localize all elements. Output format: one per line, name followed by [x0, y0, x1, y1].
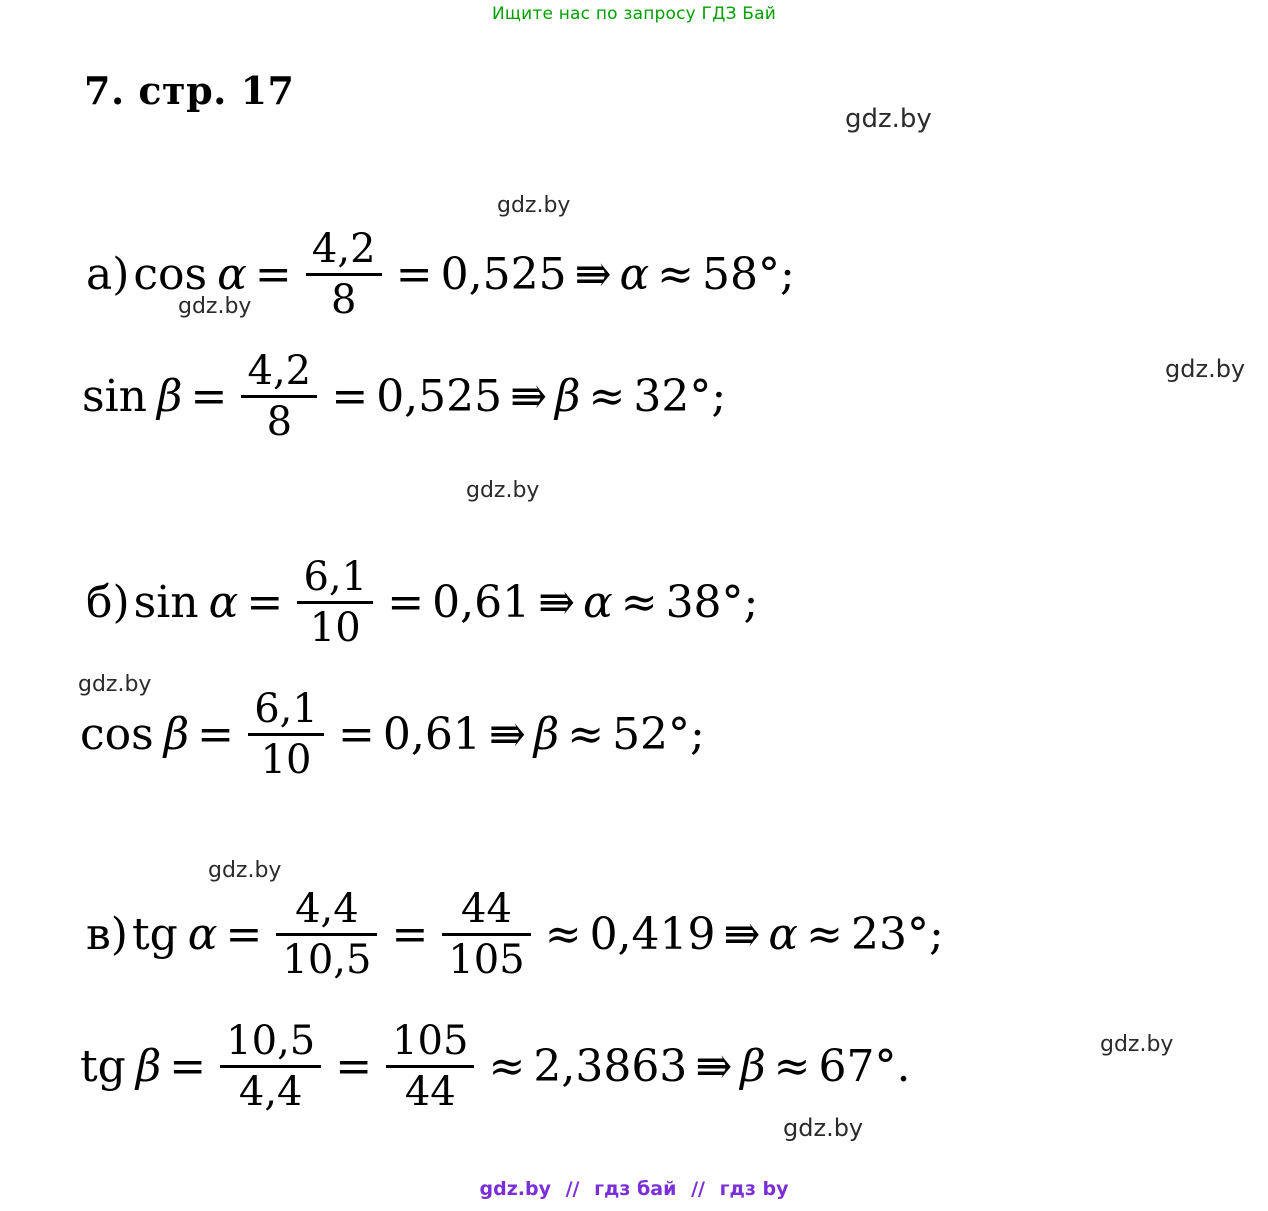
angle-variable: β	[157, 370, 183, 422]
equals-sign: =	[225, 908, 263, 960]
fraction-bar	[386, 1065, 474, 1068]
watermark: gdz.by	[845, 104, 932, 134]
angle-variable: β	[163, 708, 190, 760]
angle-variable: α	[582, 576, 613, 628]
approx-sign: ≈	[620, 576, 658, 628]
fraction	[306, 228, 382, 321]
angle-result: 58°;	[702, 248, 795, 300]
promo-banner: Ищите нас по запросу ГДЗ Бай	[492, 4, 776, 24]
approx-sign: ≈	[567, 708, 605, 760]
denominator: 8	[330, 277, 357, 323]
footer-link-gdzbay[interactable]: гдз бай	[594, 1178, 677, 1200]
solution-line-b1	[82, 556, 762, 649]
fraction-bar	[276, 933, 377, 936]
fraction	[276, 888, 377, 981]
watermark: gdz.by	[1100, 1032, 1174, 1057]
denominator: 10	[260, 737, 312, 783]
equals-sign: =	[387, 576, 425, 628]
fraction-bar	[297, 601, 373, 604]
fraction-bar	[248, 733, 324, 736]
angle-variable: α	[217, 248, 247, 300]
angle-variable: β	[533, 708, 560, 760]
numerator: 10,5	[226, 1018, 316, 1064]
implies-sign: ⇛	[510, 370, 548, 422]
angle-result: 32°;	[633, 370, 727, 422]
watermark: gdz.by	[208, 858, 282, 883]
equals-sign: =	[246, 576, 284, 628]
solution-line-a1	[82, 228, 799, 321]
solution-line-b2	[80, 688, 709, 781]
footer-separator: //	[565, 1178, 580, 1200]
function-name: cos	[80, 708, 154, 760]
page-title: 7. стр. 17	[84, 68, 295, 113]
numerator: 4,2	[311, 226, 376, 272]
fraction-bar	[442, 933, 530, 936]
fraction-simplified	[386, 1020, 474, 1113]
function-name: sin	[82, 370, 147, 422]
ratio-value: 0,525	[376, 370, 503, 422]
ratio-value: 2,3863	[533, 1040, 688, 1092]
approx-sign: ≈	[488, 1040, 526, 1092]
approx-sign: ≈	[773, 1040, 811, 1092]
ratio-value: 0,525	[440, 248, 567, 300]
watermark: gdz.by	[466, 478, 540, 503]
equals-sign: =	[331, 370, 369, 422]
equals-sign: =	[254, 248, 292, 300]
approx-sign: ≈	[588, 370, 626, 422]
fraction	[220, 1020, 321, 1113]
fraction	[241, 350, 317, 443]
footer-link-gdzby-alt[interactable]: гдз by	[719, 1178, 789, 1200]
implies-sign: ⇛	[488, 708, 526, 760]
implies-sign: ⇛	[723, 908, 761, 960]
denominator: 10,5	[282, 937, 372, 983]
numerator: 4,4	[295, 886, 359, 932]
equals-sign: =	[169, 1040, 207, 1092]
footer-link-gdzby[interactable]: gdz.by	[479, 1178, 551, 1200]
fraction-bar	[241, 395, 317, 398]
implies-sign: ⇛	[695, 1040, 733, 1092]
numerator: 105	[392, 1018, 469, 1064]
angle-variable: α	[768, 908, 799, 960]
fraction-bar	[220, 1065, 321, 1068]
fraction	[248, 688, 324, 781]
footer-separator: //	[691, 1178, 705, 1200]
angle-variable: α	[187, 908, 218, 960]
equals-sign: =	[190, 370, 228, 422]
equals-sign: =	[197, 708, 235, 760]
watermark: gdz.by	[78, 672, 152, 697]
numerator: 6,1	[254, 686, 318, 732]
implies-sign: ⇛	[538, 576, 575, 628]
solution-line-a2	[82, 350, 730, 443]
implies-sign: ⇛	[574, 248, 612, 300]
angle-result: 23°;	[851, 908, 944, 960]
function-name: cos	[133, 248, 208, 300]
angle-variable: β	[740, 1040, 766, 1092]
denominator: 4,4	[238, 1069, 303, 1115]
approx-sign: ≈	[544, 908, 582, 960]
angle-variable: α	[619, 248, 650, 300]
fraction-bar	[306, 273, 382, 276]
function-name: tg	[80, 1040, 126, 1092]
footer-links	[0, 1178, 1268, 1200]
equals-sign: =	[395, 248, 433, 300]
angle-variable: β	[555, 370, 581, 422]
item-label-b: б)	[86, 576, 130, 628]
angle-result: 67°.	[818, 1040, 911, 1092]
function-name: sin	[133, 576, 199, 628]
ratio-value: 0,61	[432, 576, 531, 628]
function-name: tg	[131, 908, 178, 960]
solution-line-c1	[82, 888, 948, 981]
denominator: 8	[266, 399, 293, 445]
numerator: 44	[461, 886, 512, 932]
approx-sign: ≈	[657, 248, 695, 300]
watermark: gdz.by	[178, 294, 252, 319]
solution-line-c2	[80, 1020, 914, 1113]
fraction	[297, 556, 373, 649]
item-label-a: а)	[86, 248, 130, 300]
angle-result: 38°;	[665, 576, 759, 628]
angle-variable: α	[208, 576, 239, 628]
angle-result: 52°;	[612, 708, 705, 760]
ratio-value: 0,61	[382, 708, 481, 760]
item-label-c: в)	[86, 908, 128, 960]
ratio-value: 0,419	[589, 908, 716, 960]
angle-variable: β	[135, 1040, 162, 1092]
watermark: gdz.by	[497, 193, 571, 218]
equals-sign: =	[391, 908, 429, 960]
denominator: 44	[404, 1069, 456, 1115]
denominator: 10	[309, 605, 361, 651]
fraction-simplified	[442, 888, 530, 981]
equals-sign: =	[335, 1040, 373, 1092]
watermark: gdz.by	[1165, 355, 1246, 383]
watermark: gdz.by	[783, 1114, 864, 1142]
denominator: 105	[448, 937, 525, 983]
equals-sign: =	[338, 708, 375, 760]
numerator: 4,2	[247, 348, 312, 394]
numerator: 6,1	[303, 554, 368, 600]
approx-sign: ≈	[806, 908, 843, 960]
